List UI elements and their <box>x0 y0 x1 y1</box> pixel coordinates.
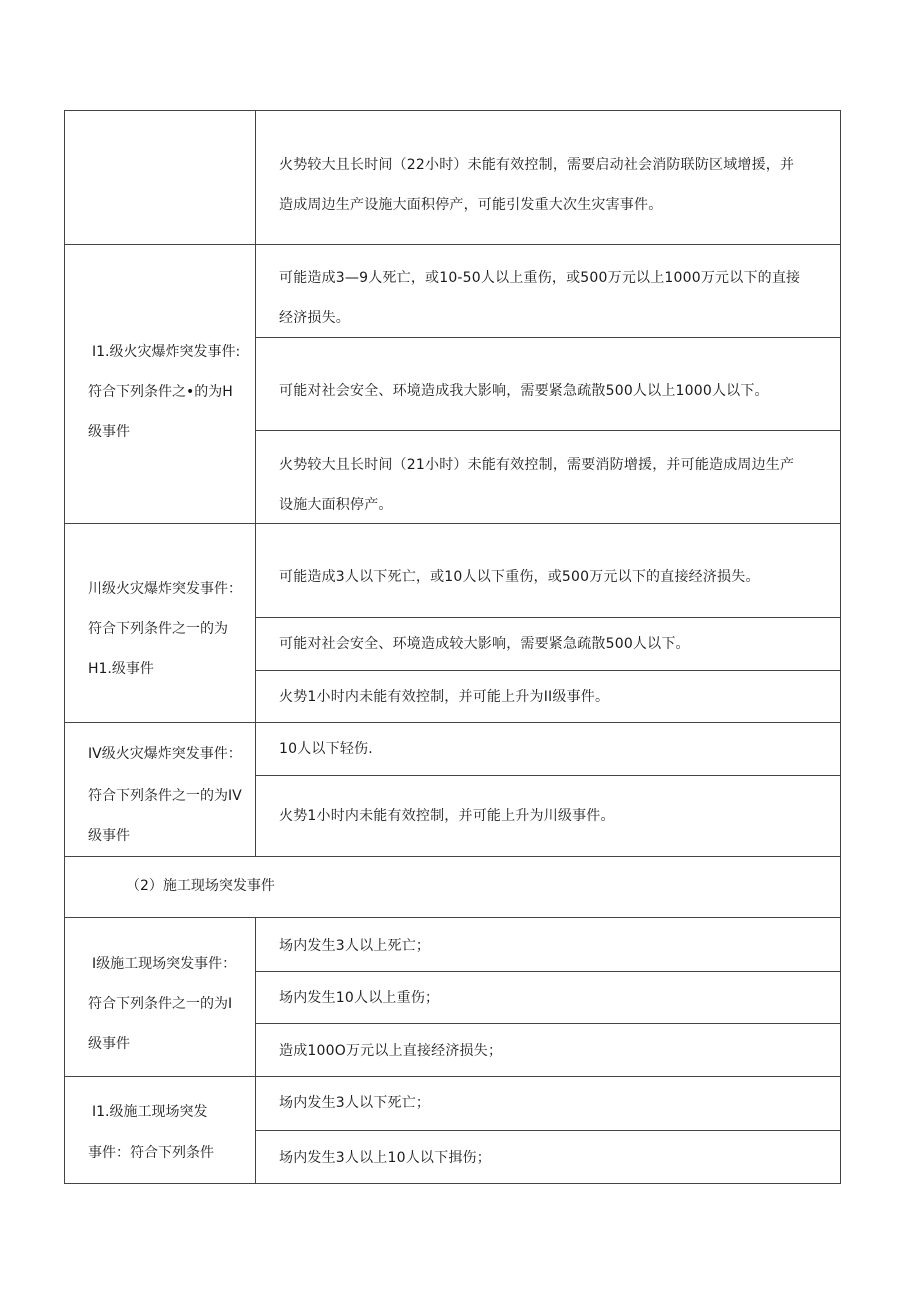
condition-text: 场内发生3人以下死亡； <box>279 1095 431 1111</box>
column-divider-bottom <box>255 917 256 1184</box>
condition-text: 造成100O万元以上直接经济损失； <box>279 1043 503 1059</box>
cell-divider <box>255 430 841 431</box>
row-divider <box>64 722 841 723</box>
row-divider <box>64 917 841 918</box>
condition-text: 场内发生10人以上重伤； <box>279 990 440 1006</box>
level-label: I级施工现场突发事件： <box>92 956 237 972</box>
cell-divider <box>255 617 841 618</box>
row-divider <box>64 523 841 524</box>
level-label: 级事件 <box>88 828 130 844</box>
level-label: 事件：符合下列条件 <box>88 1145 214 1161</box>
row-divider <box>64 856 841 857</box>
condition-text: 造成周边生产设施大面积停产，可能引发重大次生灾害事件。 <box>279 197 663 213</box>
condition-text: 火势1小时内未能有效控制，并可能上升为川级事件。 <box>279 808 615 824</box>
level-label: H1.级事件 <box>88 661 154 677</box>
condition-text: 10人以下轻伤. <box>279 741 373 757</box>
cell-divider <box>255 1130 841 1131</box>
level-label: I1.级施工现场突发 <box>92 1104 208 1120</box>
level-label: 符合下列条件之一的为I <box>88 996 233 1012</box>
condition-text: 可能造成3—9人死亡，或10-50人以上重伤，或500万元以上1000万元以下的直接 <box>279 270 801 286</box>
condition-text: 火势较大且长时间（21小时）未能有效控制，需要消防增援，并可能造成周边生产 <box>279 457 795 473</box>
condition-text: 可能造成3人以下死亡，或10人以下重伤，或500万元以下的直接经济损失。 <box>279 569 760 585</box>
column-divider-top <box>255 110 256 857</box>
condition-text: 可能对社会安全、环境造成较大影响，需要紧急疏散500人以下。 <box>279 636 690 652</box>
level-label: 川级火灾爆炸突发事件： <box>88 581 242 597</box>
condition-text: 场内发生3人以上10人以下揖伤； <box>279 1150 491 1166</box>
condition-text: 火势1小时内未能有效控制，并可能上升为II级事件。 <box>279 689 610 705</box>
level-label: 级事件 <box>88 424 130 440</box>
condition-text: 场内发生3人以上死亡； <box>279 938 431 954</box>
condition-text: 可能对社会安全、环境造成我大影响，需要紧急疏散500人以上1000人以下。 <box>279 383 769 399</box>
condition-text: 经济损失。 <box>279 310 350 326</box>
cell-divider <box>255 971 841 972</box>
condition-text: 设施大面积停产。 <box>279 497 393 513</box>
row-divider <box>64 244 841 245</box>
level-label: I1.级火灾爆炸突发事件: <box>92 344 241 360</box>
level-label: IV级火灾爆炸突发事件： <box>88 746 242 762</box>
row-divider <box>64 1076 841 1077</box>
condition-text: 火势较大且长时间（22小时）未能有效控制，需要启动社会消防联防区域增援，并 <box>279 157 795 173</box>
cell-divider <box>255 775 841 776</box>
level-label: 符合下列条件之一的为IV <box>88 788 242 804</box>
cell-divider <box>255 1023 841 1024</box>
level-label: 级事件 <box>88 1036 130 1052</box>
cell-divider <box>255 670 841 671</box>
level-label: 符合下列条件之一的为 <box>88 621 228 637</box>
section-title: （2）施工现场突发事件 <box>126 878 275 894</box>
level-label: 符合下列条件之•的为H <box>88 384 233 400</box>
